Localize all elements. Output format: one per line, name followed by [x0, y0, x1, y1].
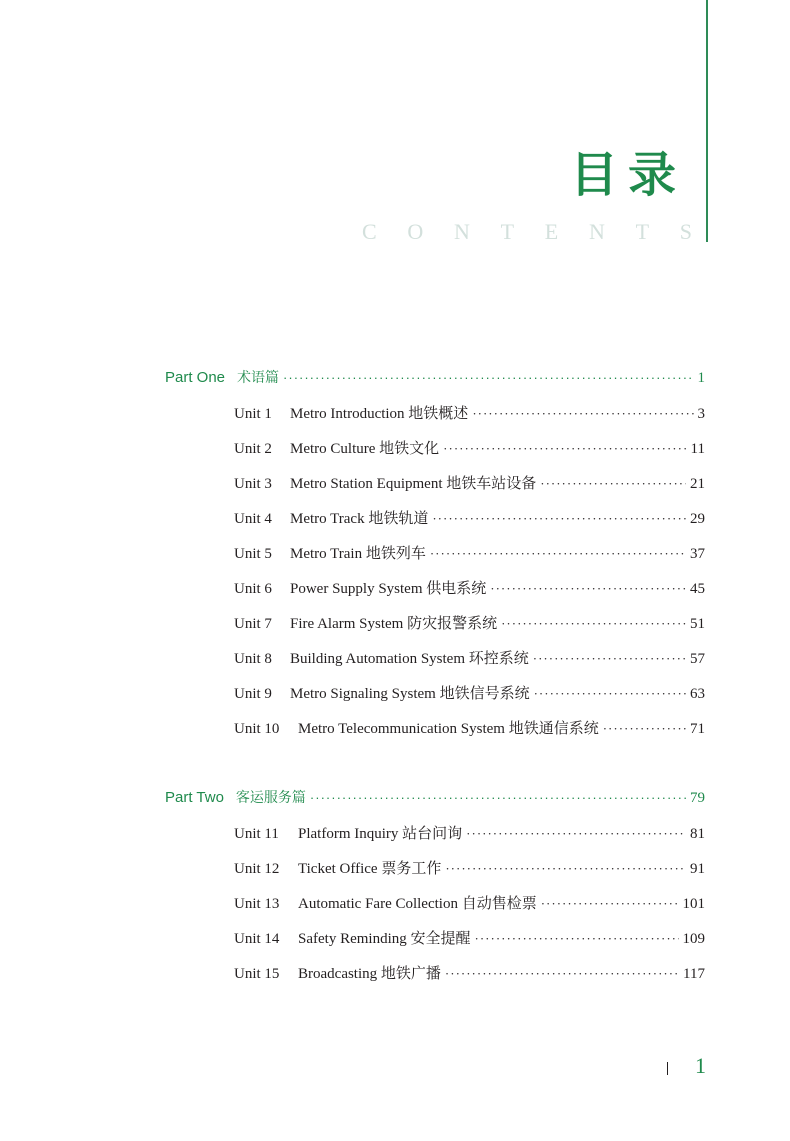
dot-leader — [430, 543, 686, 565]
toc-unit-row[interactable] — [234, 543, 705, 565]
page-number: 29 — [690, 511, 705, 527]
unit-title: Metro Telecommunication System 地铁通信系统 — [298, 721, 599, 737]
dot-leader — [432, 508, 686, 530]
page-number: 11 — [690, 441, 705, 457]
page-number: 51 — [690, 616, 705, 632]
unit-title: Power Supply System 供电系统 — [290, 581, 487, 597]
toc-unit-row[interactable] — [234, 963, 705, 985]
footer-divider — [667, 1062, 668, 1075]
unit-title: Metro Train 地铁列车 — [290, 546, 426, 562]
dot-leader — [310, 787, 686, 809]
dot-leader — [475, 928, 679, 950]
dot-leader — [490, 578, 686, 600]
page-number: 109 — [682, 931, 705, 947]
subtitle-letter: T — [500, 219, 515, 244]
unit-title: Broadcasting 地铁广播 — [298, 966, 441, 982]
toc-unit-row[interactable] — [234, 438, 705, 460]
unit-number: Unit 13 — [234, 896, 280, 912]
unit-number: Unit 8 — [234, 651, 272, 667]
unit-number: Unit 15 — [234, 966, 280, 982]
subtitle-letter: N — [454, 219, 470, 244]
page-number: 101 — [682, 896, 705, 912]
toc-unit-row[interactable] — [234, 473, 705, 495]
dot-leader — [533, 648, 686, 670]
unit-title: Automatic Fare Collection 自动售检票 — [298, 896, 537, 912]
unit-number: Unit 5 — [234, 546, 272, 562]
part-label: Part One — [165, 369, 226, 386]
unit-number: Unit 7 — [234, 616, 272, 632]
toc-part-row[interactable] — [165, 367, 705, 389]
dot-leader — [541, 893, 679, 915]
subtitle-letter: N — [588, 219, 605, 244]
toc-unit-row[interactable] — [234, 893, 705, 915]
toc-unit-row[interactable] — [234, 858, 705, 880]
page-title: 目录 — [569, 147, 686, 203]
unit-title: Metro Station Equipment 地铁车站设备 — [290, 476, 537, 492]
unit-title: Building Automation System 环控系统 — [290, 651, 529, 667]
page-number: 1 — [697, 370, 705, 386]
unit-title: Metro Culture 地铁文化 — [290, 441, 440, 457]
page-number: 81 — [690, 826, 705, 842]
page-number: 57 — [690, 651, 705, 667]
subtitle-letter: O — [407, 219, 424, 244]
unit-title: Metro Introduction 地铁概述 — [290, 406, 469, 422]
unit-number: Unit 4 — [234, 511, 272, 527]
toc-unit-row[interactable] — [234, 823, 705, 845]
page-number: 71 — [690, 721, 705, 737]
subtitle-letter: E — [544, 219, 559, 244]
unit-number: Unit 3 — [234, 476, 272, 492]
unit-title: Fire Alarm System 防灾报警系统 — [290, 616, 498, 632]
dot-leader — [540, 473, 686, 495]
unit-number: Unit 12 — [234, 861, 280, 877]
unit-title: Metro Signaling System 地铁信号系统 — [290, 686, 530, 702]
dot-leader — [283, 367, 693, 389]
page-number: 37 — [690, 546, 705, 562]
part-title: 客运服务篇 — [235, 790, 306, 806]
unit-number: Unit 1 — [234, 406, 272, 422]
unit-number: Unit 9 — [234, 686, 272, 702]
page-number: 63 — [690, 686, 705, 702]
subtitle-letter: C — [362, 219, 377, 244]
unit-title: Ticket Office 票务工作 — [298, 861, 442, 877]
dot-leader — [603, 718, 686, 740]
toc-unit-row[interactable] — [234, 578, 705, 600]
page-number: 21 — [690, 476, 705, 492]
subtitle-letter: S — [679, 219, 692, 244]
toc-part-row[interactable] — [165, 787, 705, 809]
dot-leader — [445, 963, 679, 985]
dot-leader — [443, 438, 686, 460]
toc-unit-row[interactable] — [234, 928, 705, 950]
page-number: 91 — [690, 861, 705, 877]
dot-leader — [501, 613, 686, 635]
toc-unit-row[interactable] — [234, 718, 705, 740]
footer-page-number: 1 — [695, 1053, 706, 1078]
unit-title: Safety Reminding 安全提醒 — [298, 931, 471, 947]
dot-leader — [445, 858, 686, 880]
subtitle-letter: T — [635, 219, 650, 244]
toc-unit-row[interactable] — [234, 648, 705, 670]
toc-unit-row[interactable] — [234, 508, 705, 530]
unit-number: Unit 2 — [234, 441, 272, 457]
unit-number: Unit 14 — [234, 931, 280, 947]
part-label: Part Two — [165, 789, 224, 806]
unit-title: Platform Inquiry 站台问询 — [298, 826, 463, 842]
toc-unit-row[interactable] — [234, 403, 705, 425]
unit-title: Metro Track 地铁轨道 — [290, 511, 429, 527]
unit-number: Unit 6 — [234, 581, 272, 597]
toc-unit-row[interactable] — [234, 683, 705, 705]
unit-number: Unit 10 — [234, 721, 280, 737]
dot-leader — [466, 823, 686, 845]
page-number: 45 — [690, 581, 705, 597]
page-number: 3 — [697, 406, 705, 422]
part-title: 术语篇 — [237, 370, 280, 386]
unit-number: Unit 11 — [234, 826, 279, 842]
dot-leader — [534, 683, 686, 705]
dot-leader — [472, 403, 693, 425]
toc-unit-row[interactable] — [234, 613, 705, 635]
page-number: 117 — [683, 966, 705, 982]
page-number: 79 — [690, 790, 705, 806]
